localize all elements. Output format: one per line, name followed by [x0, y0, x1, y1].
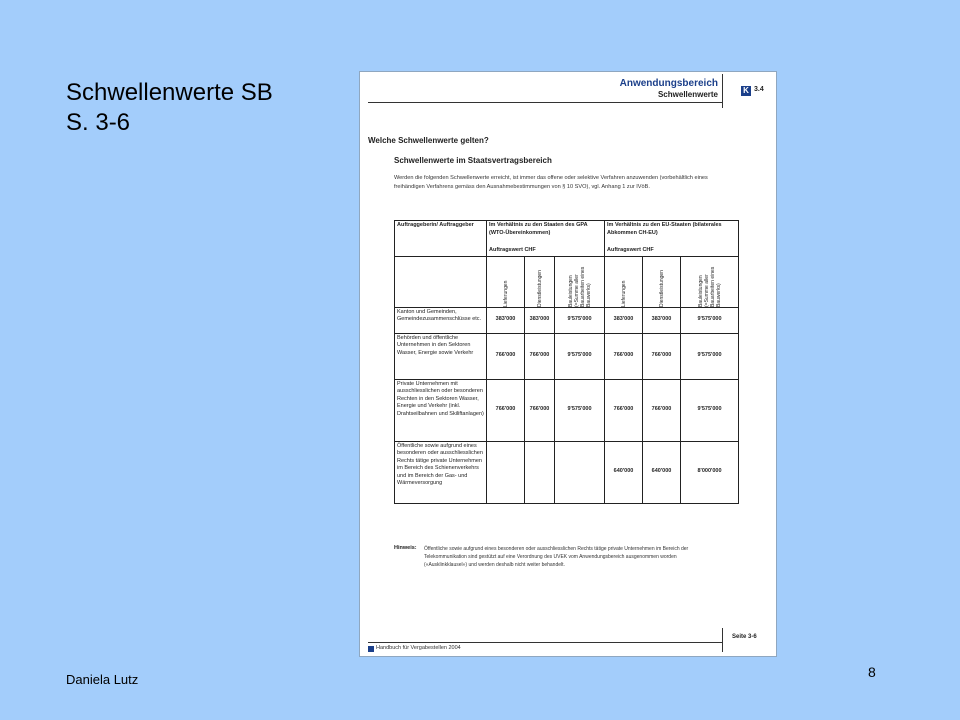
header-auftraggeber: Auftraggeberin/ Auftraggeber — [395, 221, 487, 257]
table-cell: 383'000 — [487, 307, 525, 333]
section-heading: Schwellenwerte im Staatsvertragsbereich — [394, 156, 552, 165]
row-label: Behörden und öffentliche Unternehmen in den Sektoren Wasser, Energie sowie Verkehr — [395, 333, 487, 379]
table-cell: 766'000 — [643, 379, 681, 441]
table-cell — [555, 441, 605, 503]
table-subheader-row — [395, 256, 739, 307]
table-cell: 766'000 — [643, 333, 681, 379]
note-text: Öffentliche sowie aufgrund eines besonderen oder ausschliesslichen Rechts tätige private Unternehmen im Bereich der Telekommunikation sind gestützt auf eine Verordnung des UVEK vom Anwendungsbereich ausgenommen worden («Ausklinkklausel») und werden deshalb nicht weiter behandelt. — [424, 546, 689, 568]
table-row — [395, 441, 739, 503]
chapter-icon: K — [741, 86, 751, 96]
subheader-bauleistungen-eu: Bauleistungen (=Summe aller Bauarbeiten eines Bauwerks) — [697, 266, 722, 307]
slide-number: 8 — [868, 664, 876, 680]
note-label: Hinweis: — [394, 545, 417, 551]
header-divider — [722, 74, 723, 108]
subheader-cell — [643, 256, 681, 307]
table-row — [395, 379, 739, 441]
slide-title-line-2: S. 3-6 — [66, 109, 131, 136]
author-name: Daniela Lutz — [66, 672, 139, 687]
header-gpa — [487, 221, 605, 257]
table-cell: 8'000'000 — [681, 441, 739, 503]
table-cell: 383'000 — [643, 307, 681, 333]
intro-paragraph: Werden die folgenden Schwellenwerte erreicht, ist immer das offene oder selektive Verfahren anzuwenden (vorbehältlich eines freihändigen Verfahrens gemäss den Ausnahmebestimmungen von § 10 SVO), vgl. Anhang 1 zur IVöB. — [394, 175, 708, 190]
subheader-dienstleistungen-gpa: Dienstleistungen — [536, 269, 543, 307]
table-cell: 766'000 — [487, 333, 525, 379]
chapter-number: 3.4 — [754, 86, 764, 93]
header-gpa-sub: Auftragswert CHF — [489, 247, 536, 253]
row-label: Private Unternehmen mit ausschliesslichen oder besonderen Rechten in den Sektoren Wasser, Energie und Verkehr (inkl. Drahtseilbahnen und Skiliftanlagen) — [395, 379, 487, 441]
footer-divider — [722, 628, 723, 652]
subheader-empty — [395, 256, 487, 307]
table-cell: 766'000 — [605, 379, 643, 441]
table-cell — [525, 441, 555, 503]
subheader-cell — [525, 256, 555, 307]
table-row — [395, 307, 739, 333]
subheader-bauleistungen-gpa: Bauleistungen (=Summe aller Bauarbeiten eines Bauwerks) — [567, 266, 592, 307]
handbook-icon — [368, 646, 374, 652]
doc-header-title: Anwendungsbereich — [619, 78, 718, 89]
subheader-dienstleistungen-eu: Dienstleistungen — [658, 269, 665, 307]
table-cell: 766'000 — [487, 379, 525, 441]
table-cell: 9'575'000 — [555, 379, 605, 441]
header-eu-sub: Auftragswert CHF — [607, 247, 654, 253]
header-gpa-label: Im Verhältnis zu den Staaten des GPA (WTO-Übereinkommen) — [489, 222, 588, 236]
header-eu — [605, 221, 739, 257]
table-cell: 383'000 — [605, 307, 643, 333]
footer-rule — [368, 642, 722, 643]
table-cell: 766'000 — [525, 379, 555, 441]
doc-header-subtitle: Schwellenwerte — [657, 90, 718, 99]
header-rule — [368, 102, 722, 103]
table-cell — [487, 441, 525, 503]
table-header-row — [395, 221, 739, 257]
table-row — [395, 333, 739, 379]
question-heading: Welche Schwellenwerte gelten? — [368, 136, 489, 145]
table-cell: 9'575'000 — [681, 333, 739, 379]
row-label: Öffentliche sowie aufgrund eines besonderen oder ausschliesslichen Rechts tätige private Unternehmen im Bereich des Schienenverkehrs und im Bereich der Gas- und Wärmeversorgung — [395, 441, 487, 503]
table-cell: 640'000 — [643, 441, 681, 503]
document-scan — [360, 72, 776, 656]
table-cell: 383'000 — [525, 307, 555, 333]
header-eu-label: Im Verhältnis zu den EU-Staaten (bilaterales Abkommen CH-EU) — [607, 222, 722, 236]
subheader-lieferungen-gpa: Lieferungen — [502, 280, 509, 307]
table-cell: 9'575'000 — [681, 307, 739, 333]
subheader-cell — [555, 256, 605, 307]
subheader-cell — [487, 256, 525, 307]
slide-title — [66, 78, 273, 138]
subheader-cell — [681, 256, 739, 307]
subheader-lieferungen-eu: Lieferungen — [620, 280, 627, 307]
table-cell: 9'575'000 — [555, 307, 605, 333]
table-cell: 766'000 — [525, 333, 555, 379]
table-cell: 640'000 — [605, 441, 643, 503]
table-cell: 9'575'000 — [681, 379, 739, 441]
row-label: Kanton und Gemeinden, Gemeindezusammenschlüsse etc. — [395, 307, 487, 333]
footer-page: Seite 3-6 — [732, 634, 757, 640]
threshold-table — [394, 220, 739, 504]
subheader-cell — [605, 256, 643, 307]
table-cell: 766'000 — [605, 333, 643, 379]
footer-text: Handbuch für Vergabestellen 2004 — [376, 645, 461, 651]
table-cell: 9'575'000 — [555, 333, 605, 379]
slide-title-line-1: Schwellenwerte SB — [66, 79, 273, 106]
